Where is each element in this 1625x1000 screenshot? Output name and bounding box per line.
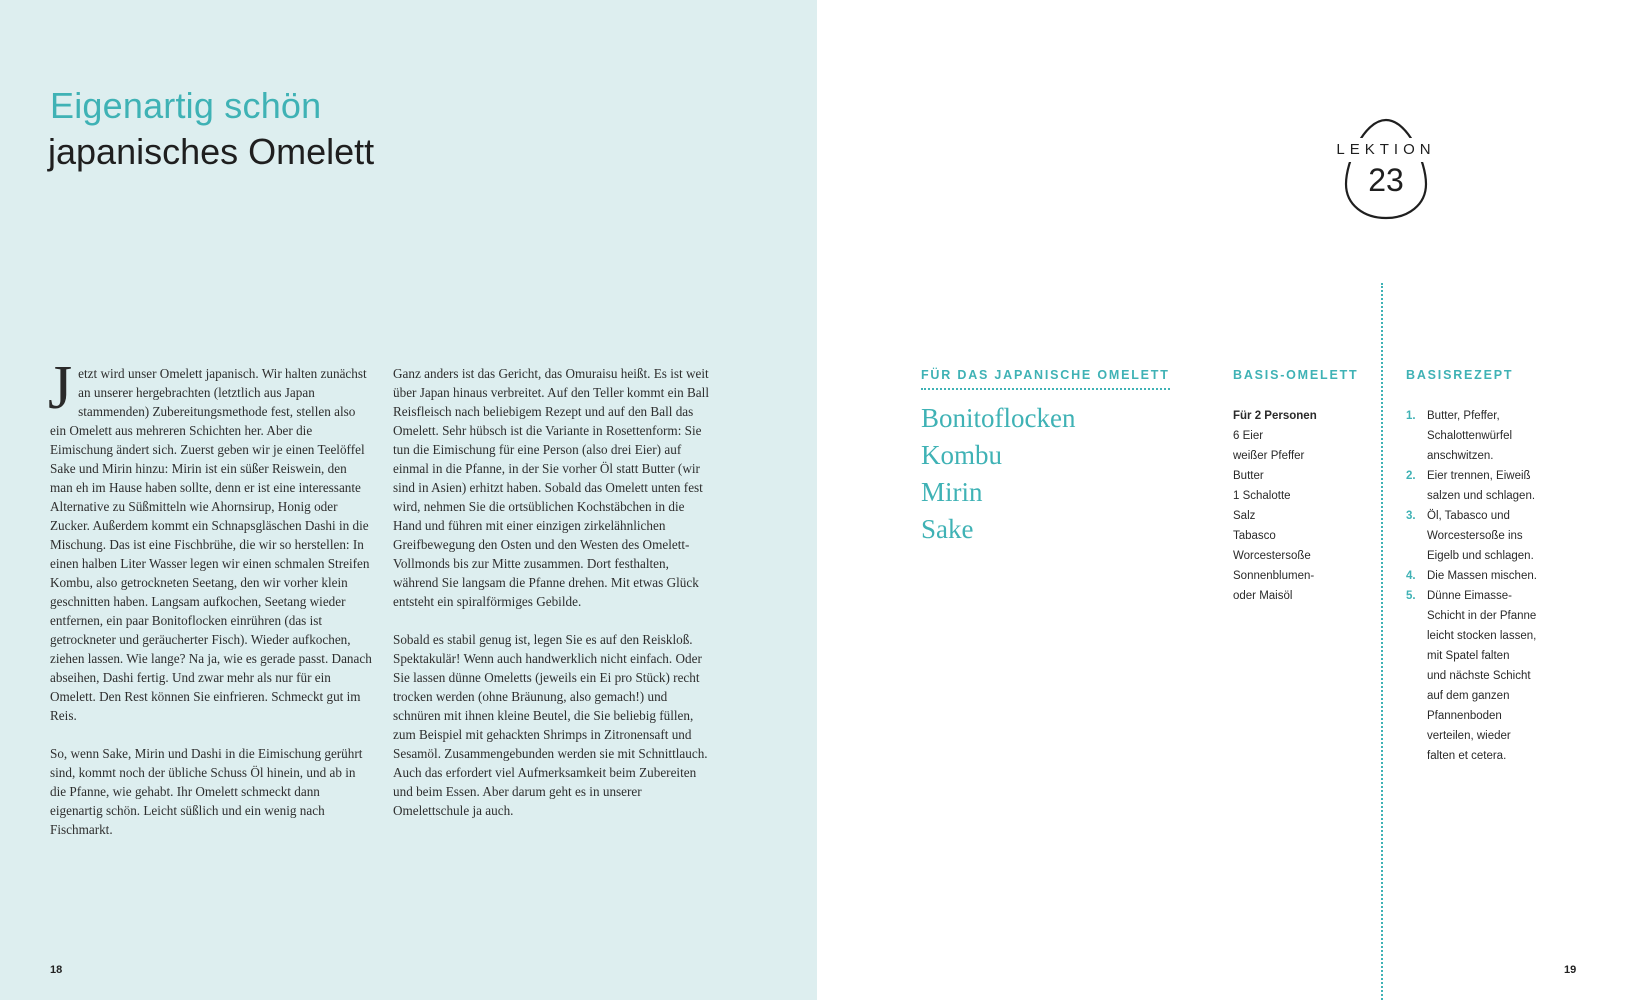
section-heading-basis: BASIS-OMELETT [1233, 368, 1359, 382]
step-number: 2. [1406, 470, 1416, 482]
list-item: Bonitoflocken [921, 403, 1076, 433]
step-item [1406, 586, 1556, 766]
step-text: Butter, Pfeffer, Schalottenwürfel anschwitzen. [1427, 410, 1513, 462]
list-item: Mirin [921, 477, 983, 507]
list-item: Salz [1233, 510, 1256, 522]
page-number-right: 19 [1564, 964, 1577, 976]
list-item: 6 Eier [1233, 430, 1264, 442]
paragraph: Sobald es stabil genug ist, legen Sie es auf den Reiskloß. Spektakulär! Wenn auch handwerklich nicht einfach. Oder Sie lassen dünne Omeletts (jeweils ein Ei pro Stück) recht trocken werden (ohne Bräunung, also gemach!) und schnüren mit ihnen kleine Beutel, die Sie beliebig füllen, zum Beispiel mit gehackten Shrimps in Zitronensaft und Sesamöl. Zusammengebunden werden sie mit Schnittlauch. Auch das erfordert viel Aufmerksamkeit beim Zubereiten und beim Essen. Aber darum geht es in unserer Omelettschule ja auch. [393, 632, 708, 818]
list-item: Butter [1233, 470, 1264, 482]
step-item [1406, 466, 1556, 506]
step-text: Öl, Tabasco und Worcestersoße ins Eigelb und schlagen. [1427, 510, 1534, 562]
list-item: Kombu [921, 440, 1002, 470]
paragraph-text: etzt wird unser Omelett japanisch. Wir halten zunächst an unserer hergebrachten (letztlich aus Japan stammenden) Zubereitungsmethode fest, stellen also ein Omelett aus mehreren Schichten her. Aber die Eimischung ändert sich. Zuerst geben wir je einen Teelöffel Sake und Mirin hinzu: Mirin ist ein süßer Reiswein, den man eh im Hause haben sollte, denn er ist eine interessante Alternative zu Süßmitteln wie Ahornsirup, Honig oder Zucker. Außerdem kommt ein Schnapsgläschen Dashi in die Mischung. Das ist eine Fischbrühe, die wir so herstellen: In einen halben Liter Wasser legen wir einen schmalen Streifen Kombu, also getrockneten Seetang, den wir vorher klein geschnitten haben. Langsam aufkochen, Seetang wieder entfernen, ein paar Bonitoflocken einrühren (das ist getrockneter und geräucherter Fisch). Wieder aufkochen, ziehen lassen. Wie lange? Na ja, wie es gerade passt. Danach abseihen, Dashi fertig. Und zwar mehr als nur für ein Omelett. Den Rest können Sie einfrieren. Schmeckt gut im Reis. [50, 366, 372, 723]
step-item [1406, 406, 1556, 466]
step-text: Die Massen mischen. [1427, 570, 1537, 582]
paragraph: So, wenn Sake, Mirin und Dashi in die Eimischung gerührt sind, kommt noch der übliche Schuss Öl hinein, und ab in die Pfanne, wie gehabt. Ihr Omelett schmeckt dann eigenartig schön. Leicht süßlich und ein wenig nach Fischmarkt. [50, 746, 363, 837]
step-number: 5. [1406, 590, 1416, 602]
step-text: Eier trennen, Eiweiß salzen und schlagen. [1427, 470, 1536, 502]
list-item: Sake [921, 514, 974, 544]
body-column-1 [48, 354, 372, 858]
lektion-number: 23 [1368, 162, 1404, 198]
paragraph [48, 354, 372, 725]
step-item [1406, 506, 1556, 566]
section-heading-recipe: BASISREZEPT [1406, 368, 1514, 382]
recipe-steps [1406, 406, 1556, 766]
page-number-left: 18 [50, 964, 63, 976]
list-item: oder Maisöl [1233, 590, 1293, 602]
paragraph: Ganz anders ist das Gericht, das Omuraisu heißt. Es ist weit über Japan hinaus verbreitet. Auf den Teller kommt ein Ball Reisfleisch nach beliebigem Rezept und auf den Ball das Omelett. Sehr hübsch ist die Variante in Rosettenform: Sie tun die Eimischung für eine Person (also drei Eier) auf einmal in die Pfanne, in der Sie vorher Öl statt Butter (wir sind in Asien) erhitzt haben. Sobald das Omelett unten fest wird, nehmen Sie die ortsüblichen Kochstäbchen in die Hand und führen mit einer einzigen zirkelähnlichen Greifbewegung den Osten und den Westen des Omelett-Vollmonds bis zur Mitte zusammen. Dort festhalten, während Sie langsam die Pfanne drehen. Mit etwas Glück entsteht ein spiralförmiges Gebilde. [393, 366, 709, 609]
basis-ingredient-list [1233, 406, 1317, 606]
headline: japanisches Omelett [48, 131, 375, 172]
body-column-2 [393, 364, 715, 839]
dotted-divider [1381, 283, 1383, 1000]
step-text: Dünne Eimasse- Schicht in der Pfanne leicht stocken lassen, mit Spatel falten und nächste Schicht auf dem ganzen Pfannenboden verteilen, wieder falten et cetera. [1427, 590, 1537, 762]
list-item: 1 Schalotte [1233, 490, 1291, 502]
lektion-badge [1326, 112, 1446, 224]
step-number: 3. [1406, 510, 1416, 522]
list-item: weißer Pfeffer [1233, 450, 1305, 462]
step-number: 4. [1406, 570, 1416, 582]
servings: Für 2 Personen [1233, 410, 1317, 422]
step-number: 1. [1406, 410, 1416, 422]
list-item: Tabasco [1233, 530, 1276, 542]
lektion-label: LEKTION [1336, 141, 1436, 158]
step-item [1406, 566, 1556, 586]
section-heading-japanese: FÜR DAS JAPANISCHE OMELETT [921, 368, 1170, 390]
headline-accent: Eigenartig schön [50, 85, 322, 126]
drop-cap: J [48, 354, 73, 422]
list-item: Sonnenblumen- [1233, 570, 1315, 582]
japanese-ingredient-list [921, 400, 1075, 548]
list-item: Worcestersoße [1233, 550, 1311, 562]
